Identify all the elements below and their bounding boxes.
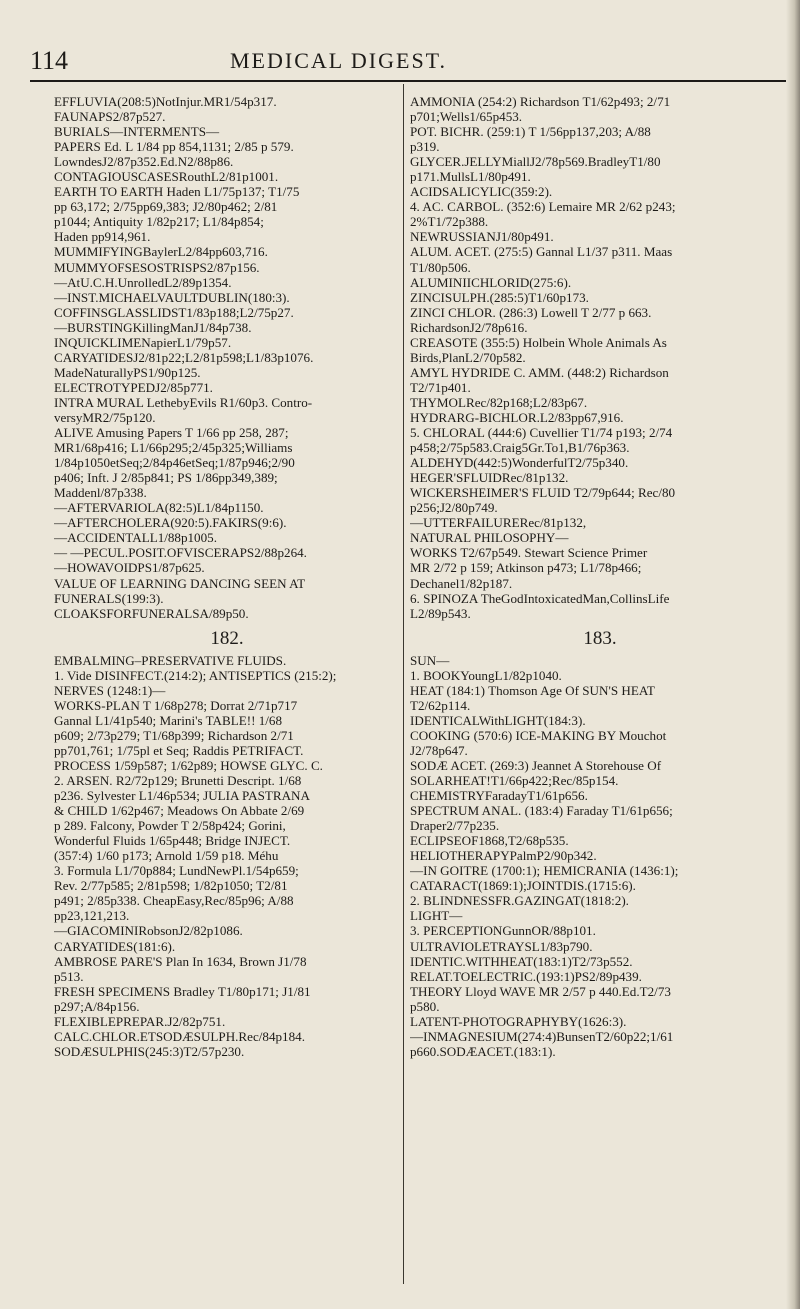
- index-line: 2. ARSEN. R2/72p129; Brunetti Descript. 1/68: [54, 773, 302, 789]
- index-line: LowndesJ2/87p352.Ed.N2/88p86.: [54, 154, 234, 170]
- index-line: ALIVE Amusing Papers T 1/66 pp 258, 287;: [54, 425, 289, 441]
- index-line: —INMAGNESIUM(274:4)BunsenT2/60p22;1/61: [410, 1028, 674, 1044]
- index-line: ALDEHYD(442:5)WonderfulT2/75p340.: [410, 455, 629, 471]
- index-line: LATENT-PHOTOGRAPHYBY(1626:3).: [410, 1013, 627, 1029]
- index-line: & CHILD 1/62p467; Meadows On Abbate 2/69: [54, 803, 305, 819]
- index-line: —IN GOITRE (1700:1); HEMICRANIA (1436:1);: [410, 863, 679, 879]
- index-line: SOLARHEAT!T1/66p422;Rec/85p154.: [410, 773, 619, 789]
- index-line: HELIOTHERAPYPalmP2/90p342.: [410, 848, 597, 864]
- index-line: HYDRARG-BICHLOR.L2/83pp67,916.: [410, 409, 624, 425]
- running-head: MEDICAL DIGEST.: [230, 48, 447, 73]
- index-line: IDENTIC.WITHHEAT(183:1)T2/73p552.: [410, 953, 633, 969]
- index-line: ALUM. ACET. (275:5) Gannal L1/37 p311. Maas: [410, 244, 673, 260]
- index-line: p660.SODÆACET.(183:1).: [410, 1043, 556, 1059]
- index-line: CARYATIDES(181:6).: [54, 938, 176, 954]
- index-line: p513.: [54, 968, 84, 984]
- index-line: ACIDSALICYLIC(359:2).: [410, 184, 553, 200]
- index-line: AMMONIA (254:2) Richardson T1/62p493; 2/71: [410, 94, 671, 109]
- index-line: CHEMISTRYFaradayT1/61p656.: [410, 788, 588, 804]
- index-line: ULTRAVIOLETRAYSL1/83p790.: [410, 938, 593, 954]
- index-line: 3. Formula L1/70p884; LundNewPl.1/54p659;: [54, 863, 299, 879]
- index-line: WORKS T2/67p549. Stewart Science Primer: [410, 545, 648, 561]
- index-line: Gannal L1/41p540; Marini's TABLE!! 1/68: [54, 712, 282, 728]
- index-line: Rev. 2/77p585; 2/81p598; 1/82p1050; T2/81: [54, 878, 288, 894]
- index-line: THYMOLRec/82p168;L2/83p67.: [410, 394, 588, 410]
- index-line: AMYL HYDRIDE C. AMM. (448:2) Richardson: [410, 364, 669, 380]
- index-line: CONTAGIOUSCASESRouthL2/81p1001.: [54, 169, 279, 185]
- index-line: MadeNaturallyPS1/90p125.: [54, 364, 201, 380]
- index-line: p171.MullsL1/80p491.: [410, 169, 531, 185]
- index-line: MUMMIFYINGBaylerL2/84pp603,716.: [54, 244, 268, 260]
- index-line: SODÆSULPHIS(245:3)T2/57p230.: [54, 1043, 245, 1059]
- index-line: ZINCISULPH.(285:5)T1/60p173.: [410, 289, 589, 305]
- index-line: 1. Vide DISINFECT.(214:2); ANTISEPTICS (215:2);: [54, 667, 337, 683]
- index-line: EFFLUVIA(208:5)NotInjur.MR1/54p317.: [54, 94, 277, 109]
- index-line: p256;J2/80p749.: [410, 500, 498, 516]
- section-number: 182.: [210, 627, 244, 649]
- index-line: ZINCI CHLOR. (286:3) Lowell T 2/77 p 663.: [410, 304, 652, 320]
- index-line: WORKS-PLAN T 1/68p278; Dorrat 2/71p717: [54, 697, 298, 713]
- index-line: p1044; Antiquity 1/82p217; L1/84p854;: [54, 214, 264, 230]
- index-line: —UTTERFAILURERec/81p132,: [410, 515, 587, 531]
- index-line: ELECTROTYPEDJ2/85p771.: [54, 379, 213, 395]
- index-line: FAUNAPS2/87p527.: [54, 109, 166, 125]
- index-line: RELAT.TOELECTRIC.(193:1)PS2/89p439.: [410, 968, 642, 984]
- index-line: WICKERSHEIMER'S FLUID T2/79p644; Rec/80: [410, 485, 676, 501]
- index-line: INTRA MURAL LethebyEvils R1/60p3. Contro-: [54, 394, 313, 410]
- index-line: p458;2/75p583.Craig5Gr.To1,B1/76p363.: [410, 440, 630, 456]
- index-line: VALUE OF LEARNING DANCING SEEN AT: [54, 575, 306, 591]
- index-line: — —PECUL.POSIT.OFVISCERAPS2/88p264.: [54, 545, 307, 561]
- index-line: POT. BICHR. (259:1) T 1/56pp137,203; A/88: [410, 124, 651, 140]
- index-line: 1/84p1050etSeq;2/84p46etSeq;1/87p946;2/90: [54, 455, 295, 471]
- index-line: IDENTICALWithLIGHT(184:3).: [410, 712, 586, 728]
- index-line: INQUICKLIMENapierL1/79p57.: [54, 334, 232, 350]
- index-line: p236. Sylvester L1/46p534; JULIA PASTRANA: [54, 788, 310, 804]
- index-line: 5. CHLORAL (444:6) Cuvellier T1/74 p193; 2/74: [410, 425, 673, 441]
- right-column: [410, 94, 790, 1059]
- index-line: CATARACT(1869:1);JOINTDIS.(1715:6).: [410, 878, 636, 894]
- column-divider: [403, 84, 404, 1284]
- index-line: PAPERS Ed. L 1/84 pp 854,1131; 2/85 p 579.: [54, 139, 294, 155]
- index-line: CALC.CHLOR.ETSODÆSULPH.Rec/84p184.: [54, 1028, 305, 1044]
- index-line: COOKING (570:6) ICE-MAKING BY Mouchot: [410, 727, 667, 743]
- index-line: GLYCER.JELLYMiallJ2/78p569.BradleyT1/80: [410, 154, 661, 170]
- index-line: MR 2/72 p 159; Atkinson p473; L1/78p466;: [410, 560, 642, 576]
- index-line: —INST.MICHAELVAULTDUBLIN(180:3).: [54, 289, 290, 305]
- index-line: p609; 2/73p279; T1/68p399; Richardson 2/71: [54, 727, 294, 743]
- index-line: NERVES (1248:1)—: [54, 682, 166, 698]
- left-column: [54, 94, 400, 1059]
- index-line: T2/71p401.: [410, 379, 471, 395]
- index-line: SUN—: [410, 652, 450, 668]
- index-line: HEAT (184:1) Thomson Age Of SUN'S HEAT: [410, 682, 655, 698]
- index-line: p491; 2/85p338. CheapEasy,Rec/85p96; A/88: [54, 893, 294, 909]
- index-line: p406; Inft. J 2/85p841; PS 1/86pp349,389;: [54, 470, 278, 486]
- index-line: L2/89p543.: [410, 605, 471, 621]
- page-edge: [786, 0, 800, 1309]
- index-line: pp 63,172; 2/75pp69,383; J2/80p462; 2/81: [54, 199, 278, 215]
- index-line: MR1/68p416; L1/66p295;2/45p325;Williams: [54, 440, 293, 456]
- index-line: BURIALS—INTERMENTS—: [54, 124, 220, 140]
- index-line: p297;A/84p156.: [54, 998, 140, 1014]
- index-line: J2/78p647.: [410, 742, 468, 758]
- index-line: SPECTRUM ANAL. (183:4) Faraday T1/61p656;: [410, 803, 673, 819]
- index-line: 2%T1/72p388.: [410, 214, 489, 230]
- index-line: Haden pp914,961.: [54, 229, 151, 245]
- page-number: 114: [30, 46, 69, 75]
- index-line: p701;Wells1/65p453.: [410, 109, 523, 125]
- left-bottom-entries: [54, 653, 400, 1059]
- index-line: NATURAL PHILOSOPHY—: [410, 530, 569, 546]
- index-line: AMBROSE PARE'S Plan In 1634, Brown J1/78: [54, 953, 307, 969]
- index-line: CREASOTE (355:5) Holbein Whole Animals As: [410, 334, 667, 350]
- index-line: —AtU.C.H.UnrolledL2/89p1354.: [54, 274, 232, 290]
- index-line: ALUMINIICHLORID(275:6).: [410, 274, 572, 290]
- left-top-entries: [54, 94, 400, 621]
- index-line: 4. AC. CARBOL. (352:6) Lemaire MR 2/62 p243;: [410, 199, 676, 215]
- index-line: CARYATIDESJ2/81p22;L2/81p598;L1/83p1076.: [54, 349, 314, 365]
- index-line: 2. BLINDNESSFR.GAZINGAT(1818:2).: [410, 893, 629, 909]
- index-line: MUMMYOFSESOSTRISPS2/87p156.: [54, 259, 260, 275]
- index-line: p319.: [410, 139, 440, 155]
- index-line: 3. PERCEPTIONGunnOR/88p101.: [410, 923, 596, 939]
- index-line: HEGER'SFLUIDRec/81p132.: [410, 470, 569, 486]
- header-rule: [30, 80, 790, 82]
- index-line: NEWRUSSIANJ1/80p491.: [410, 229, 554, 245]
- index-line: FUNERALS(199:3).: [54, 590, 164, 606]
- index-line: CLOAKSFORFUNERALSA/89p50.: [54, 605, 249, 621]
- index-line: —AFTERVARIOLA(82:5)L1/84p1150.: [54, 500, 264, 516]
- index-line: LIGHT—: [410, 908, 463, 924]
- section-number: 183.: [583, 627, 617, 649]
- index-line: 1. BOOKYoungL1/82p1040.: [410, 667, 562, 683]
- index-line: p 289. Falcony, Powder T 2/58p424; Gorini,: [54, 818, 286, 834]
- index-line: versyMR2/75p120.: [54, 409, 156, 425]
- index-line: FLEXIBLEPREPAR.J2/82p751.: [54, 1013, 226, 1029]
- index-line: SODÆ ACET. (269:3) Jeannet A Storehouse Of: [410, 757, 662, 773]
- index-line: EMBALMING–PRESERVATIVE FLUIDS.: [54, 652, 287, 668]
- index-line: EARTH TO EARTH Haden L1/75p137; T1/75: [54, 184, 300, 200]
- index-line: ECLIPSEOF1868,T2/68p535.: [410, 833, 569, 849]
- index-line: (357:4) 1/60 p173; Arnold 1/59 p18. Méhu: [54, 848, 279, 864]
- index-line: —AFTERCHOLERA(920:5).FAKIRS(9:6).: [54, 515, 287, 531]
- index-line: —ACCIDENTALL1/88p1005.: [54, 530, 217, 546]
- index-line: pp701,761; 1/75pl et Seq; Raddis PETRIFACT.: [54, 742, 304, 758]
- index-line: RichardsonJ2/78p616.: [410, 319, 528, 335]
- index-line: pp23,121,213.: [54, 908, 130, 924]
- right-top-entries: [410, 94, 790, 621]
- index-line: THEORY Lloyd WAVE MR 2/57 p 440.Ed.T2/73: [410, 983, 671, 999]
- index-line: Birds,PlanL2/70p582.: [410, 349, 526, 365]
- index-line: —GIACOMINIRobsonJ2/82p1086.: [54, 923, 243, 939]
- index-line: PROCESS 1/59p587; 1/62p89; HOWSE GLYC. C.: [54, 757, 323, 773]
- index-line: 6. SPINOZA TheGodIntoxicatedMan,CollinsLife: [410, 590, 670, 606]
- page-header: [30, 46, 750, 82]
- index-line: —BURSTINGKillingManJ1/84p738.: [54, 319, 252, 335]
- index-line: Dechanel1/82p187.: [410, 575, 513, 591]
- right-bottom-entries: [410, 653, 790, 1059]
- index-line: Maddenl/87p338.: [54, 485, 147, 501]
- index-line: T2/62p114.: [410, 697, 471, 713]
- index-line: COFFINSGLASSLIDST1/83p188;L2/75p27.: [54, 304, 294, 320]
- index-line: Draper2/77p235.: [410, 818, 500, 834]
- index-line: —HOWAVOIDPS1/87p625.: [54, 560, 205, 576]
- index-line: FRESH SPECIMENS Bradley T1/80p171; J1/81: [54, 983, 311, 999]
- index-line: p580.: [410, 998, 440, 1014]
- index-line: Wonderful Fluids 1/65p448; Bridge INJECT.: [54, 833, 291, 849]
- index-line: T1/80p506.: [410, 259, 471, 275]
